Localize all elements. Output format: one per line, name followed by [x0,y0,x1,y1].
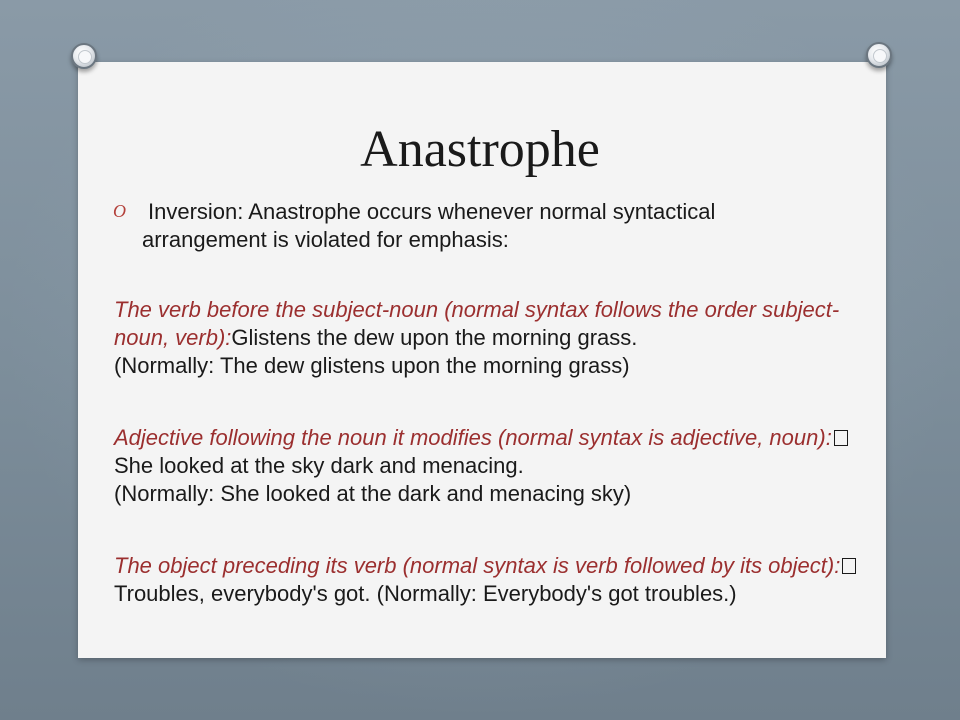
bullet-icon: O [113,201,126,221]
pushpin-icon [866,42,892,68]
normal-text: (Normally: The dew glistens upon the morning grass) [114,353,630,378]
normal-text: (Normally: She looked at the dark and menacing sky) [114,481,632,506]
slide-title: Anastrophe [360,121,600,178]
checkbox-glyph-icon [842,558,856,574]
rule-text: Adjective following the noun it modifies (normal syntax is adjective, noun): [114,425,832,450]
example-text: She looked at the sky dark and menacing. [114,453,524,478]
pushpin-icon [71,43,97,69]
example-object-preceding-verb [114,552,874,608]
example-text: Glistens the dew upon the morning grass. [231,325,638,350]
rule-text: The verb before the subject-noun (normal syntax follows the order subject-noun, verb): [114,297,840,350]
example-verb-before-subject [114,296,874,380]
bullet-text-line2: arrangement is violated for emphasis: [142,227,509,252]
bullet-text-line1: Anastrophe occurs whenever normal syntactical [243,199,716,224]
checkbox-glyph-icon [834,430,848,446]
example-adjective-following-noun [114,424,874,508]
bullet-label: Inversion: [148,199,244,224]
example-text: Troubles, everybody's got. (Normally: Everybody's got troubles.) [114,581,737,606]
rule-text: The object preceding its verb (normal syntax is verb followed by its object): [114,553,841,578]
bullet-inversion [142,198,858,254]
